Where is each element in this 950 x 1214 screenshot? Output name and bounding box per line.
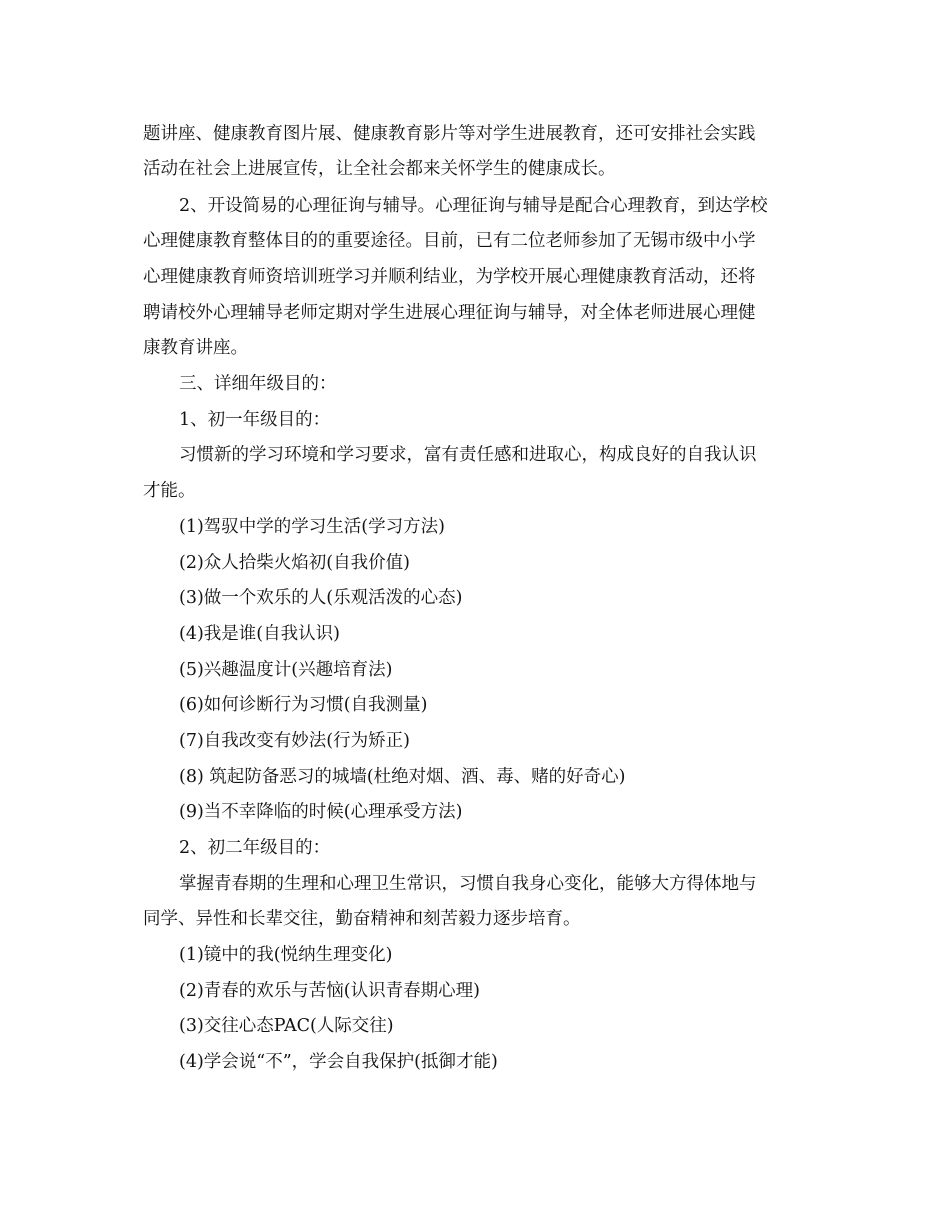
subsection-heading: 2、初二年级目的： <box>179 838 331 858</box>
list-item: (5)兴趣温度计(兴趣培育法) <box>179 660 393 680</box>
text-line: 活动在社会上进展宣传，让全社会都来关怀学生的健康成长。 <box>143 159 616 179</box>
text-line: 题讲座、健康教育图片展、健康教育影片等对学生进展教育，还可安排社会实践 <box>143 124 756 144</box>
text-line: 心理健康教育师资培训班学习并顺利结业，为学校开展心理健康教育活动，还将 <box>143 267 756 287</box>
text-line: 习惯新的学习环境和学习要求，富有责任感和进取心，构成良好的自我认识 <box>179 445 757 465</box>
text-line: 掌握青春期的生理和心理卫生常识，习惯自我身心变化，能够大方得体地与 <box>179 874 757 894</box>
text-line: 心理健康教育整体目的的重要途径。目前，已有二位老师参加了无锡市级中小学 <box>143 231 756 251</box>
list-item: (2)青春的欢乐与苦恼(认识青春期心理) <box>179 981 480 1001</box>
list-item: (4)我是谁(自我认识) <box>179 624 340 644</box>
list-item: (4)学会说“不”，学会自我保护(抵御才能) <box>179 1052 498 1072</box>
subsection-heading: 1、初一年级目的： <box>179 410 331 430</box>
list-item: (9)当不幸降临的时候(心理承受方法) <box>179 802 463 822</box>
list-item: (1)驾驭中学的学习生活(学习方法) <box>179 517 445 537</box>
text-line: 才能。 <box>143 481 196 501</box>
text-line: 2、开设简易的心理征询与辅导。心理征询与辅导是配合心理教育，到达学校 <box>179 196 768 216</box>
section-heading: 三、详细年级目的： <box>179 374 337 394</box>
text-line: 同学、异性和长辈交往，勤奋精神和刻苦毅力逐步培育。 <box>143 909 581 929</box>
list-item: (8) 筑起防备恶习的城墙(杜绝对烟、酒、毒、赌的好奇心) <box>179 767 626 787</box>
list-item: (7)自我改变有妙法(行为矫正) <box>179 731 410 751</box>
list-item: (6)如何诊断行为习惯(自我测量) <box>179 695 428 715</box>
list-item: (3)交往心态PAC(人际交往) <box>179 1016 394 1036</box>
list-item: (1)镜中的我(悦纳生理变化) <box>179 945 393 965</box>
list-item: (2)众人拾柴火焰初(自我价值) <box>179 553 410 573</box>
text-line: 聘请校外心理辅导老师定期对学生进展心理征询与辅导，对全体老师进展心理健 <box>143 303 756 323</box>
text-line: 康教育讲座。 <box>143 338 248 358</box>
list-item: (3)做一个欢乐的人(乐观活泼的心态) <box>179 588 463 608</box>
